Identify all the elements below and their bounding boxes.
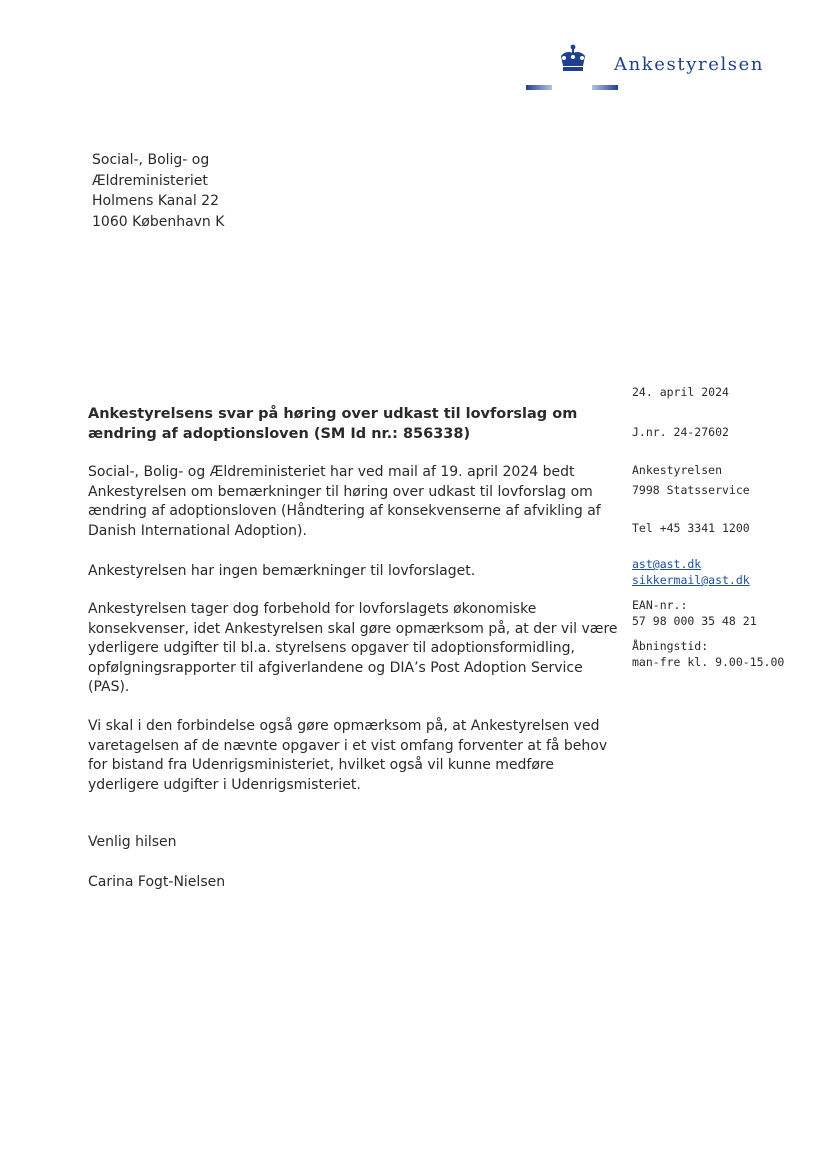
text-line: Social-, Bolig- og Ældreministeriet har ved mail af 19. april 2024 bedt (88, 464, 575, 480)
text-line: Ankestyrelsen tager dog forbehold for lovforslagets økonomiske (88, 601, 537, 617)
recipient-line: Ældreministeriet (92, 172, 208, 189)
text-line: for bistand fra Udenrigsministeriet, hvilket også vil kunne medføre (88, 757, 554, 774)
email-link[interactable]: ast@ast.dk (632, 557, 702, 571)
logo-bar-right (592, 85, 618, 90)
recipient-line: Holmens Kanal 22 (92, 193, 219, 209)
paragraph-1 (88, 463, 601, 541)
text-line: varetagelsen af de nævnte opgaver i et vist omfang forventer at få behov (88, 737, 608, 754)
ean-value: 57 98 000 35 48 21 (632, 614, 757, 628)
signature-name: Carina Fogt-Nielsen (88, 874, 226, 890)
text-line: Ankestyrelsen har ingen bemærkninger til lovforslaget. (88, 563, 476, 579)
sender-info (632, 462, 750, 498)
ean-label: EAN-nr.: (632, 598, 688, 612)
subject-line: Ankestyrelsens svar på høring over udkast til lovforslag om (88, 406, 578, 422)
subject-line: ændring af adoptionsloven (SM Id nr.: 856338) (88, 426, 471, 442)
letter-subject (88, 404, 588, 444)
hours-value: man-fre kl. 9.00-15.00 (632, 655, 785, 669)
text-line: yderligere udgifter i Udenrigsmisteriet. (88, 776, 361, 793)
text-line: (PAS). (88, 679, 130, 696)
ean-block (632, 597, 757, 629)
phone-number: Tel +45 3341 1200 (632, 521, 750, 535)
hours-label: Åbningstid: (632, 639, 709, 653)
paragraph-4 (88, 717, 607, 795)
text-line: konsekvenser, idet Ankestyrelsen skal gøre opmærksom på, at der vil være (88, 620, 618, 637)
recipient-line: 1060 København K (92, 213, 225, 230)
text-line: Vi skal i den forbindelse også gøre opmærksom på, at Ankestyrelsen ved (88, 718, 600, 734)
logo-bar-left (526, 85, 552, 90)
crown-icon (558, 44, 588, 74)
ankestyrelsen-logo (526, 44, 806, 96)
text-line: Danish International Adoption). (88, 522, 307, 539)
text-line: opfølgningsrapporter til afgiverlandene og DIA’s Post Adoption Service (88, 659, 583, 676)
recipient-address (92, 150, 224, 232)
secure-email-link[interactable]: sikkermail@ast.dk (632, 573, 750, 587)
text-line: Ankestyrelsen om bemærkninger til høring over udkast til lovforslag om (88, 483, 593, 500)
text-line: ændring af adoptionsloven (Håndtering af konsekvenserne af afvikling af (88, 503, 601, 520)
paragraph-2 (88, 562, 475, 582)
text-line: yderligere udgifter til bl.a. styrelsens opgaver til adoptionsformidling, (88, 640, 576, 657)
paragraph-3 (88, 600, 618, 698)
sender-address: 7998 Statsservice (632, 483, 750, 497)
contact-emails (632, 556, 750, 588)
opening-hours (632, 638, 784, 670)
closing-greeting: Venlig hilsen (88, 834, 177, 850)
letter-date: 24. april 2024 (632, 385, 729, 399)
recipient-line: Social-, Bolig- og (92, 152, 210, 168)
journal-number: J.nr. 24-27602 (632, 425, 729, 439)
logo-text: Ankestyrelsen (614, 54, 765, 75)
sender-name: Ankestyrelsen (632, 463, 723, 477)
